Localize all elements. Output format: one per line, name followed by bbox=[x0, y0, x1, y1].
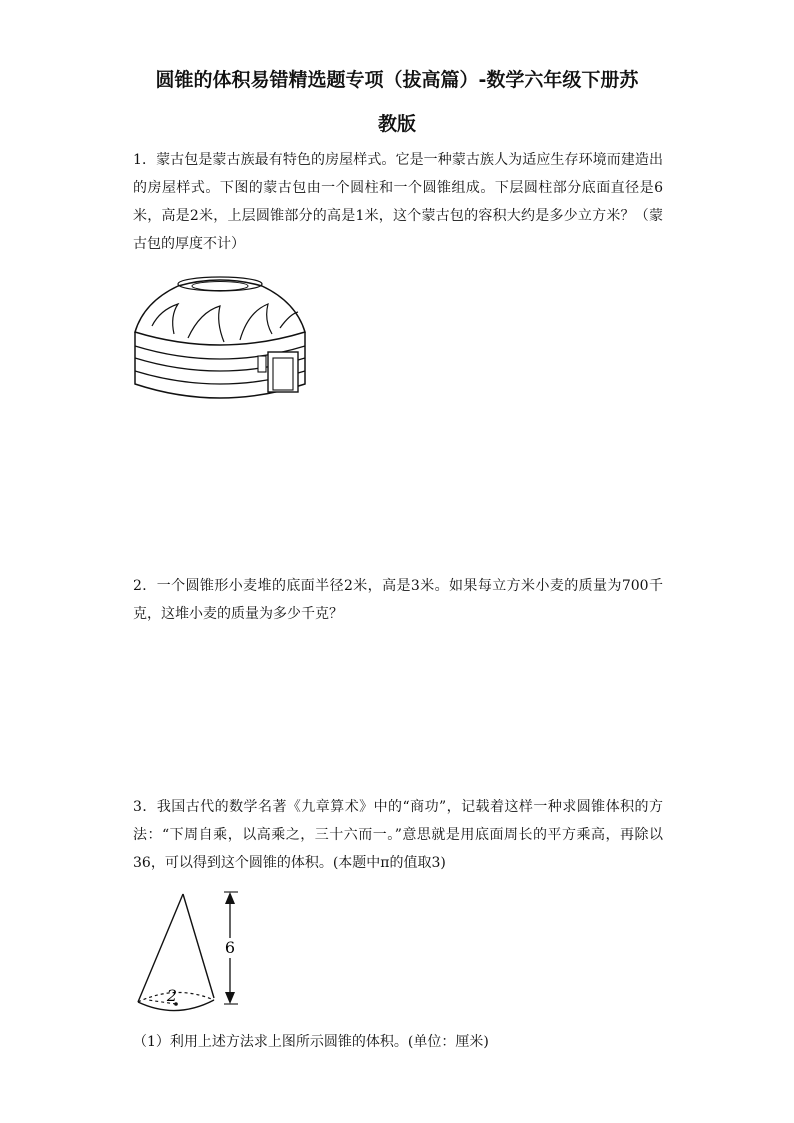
radius-label: 2 bbox=[166, 986, 178, 1005]
question-1-text: 1．蒙古包是蒙古族最有特色的房屋样式。它是一种蒙古族人为适应生存环境而建造出的房屋样式。下图的蒙古包由一个圆柱和一个圆锥组成。下层圆柱部分底面直径是6米，高是2米，上层圆锥部分的高是1米，这个蒙古包的容积大约是多少立方米？（蒙古包的厚度不计） bbox=[133, 152, 663, 252]
page-title-line-1: 圆锥的体积易错精选题专项（拔高篇）-数学六年级下册苏 bbox=[155, 69, 639, 91]
question-2-text: 2．一个圆锥形小麦堆的底面半径2米，高是3米。如果每立方米小麦的质量为700千克，这堆小麦的质量为多少千克？ bbox=[133, 578, 663, 622]
cone-figure bbox=[128, 888, 258, 1023]
height-label: 6 bbox=[224, 938, 236, 957]
question-3-text: 3．我国古代的数学名著《九章算术》中的“商功”，记载着这样一种求圆锥体积的方法：“下周自乘，以高乘之，三十六而一。”意思就是用底面周长的平方乘高，再除以36，可以得到这个圆锥的体积。(本题中π的值取3) bbox=[133, 799, 663, 871]
yurt-figure bbox=[130, 272, 310, 402]
question-3-sub-1: （1）利用上述方法求上图所示圆锥的体积。(单位：厘米) bbox=[133, 1034, 489, 1050]
page-title-line-2: 教版 bbox=[377, 113, 416, 135]
